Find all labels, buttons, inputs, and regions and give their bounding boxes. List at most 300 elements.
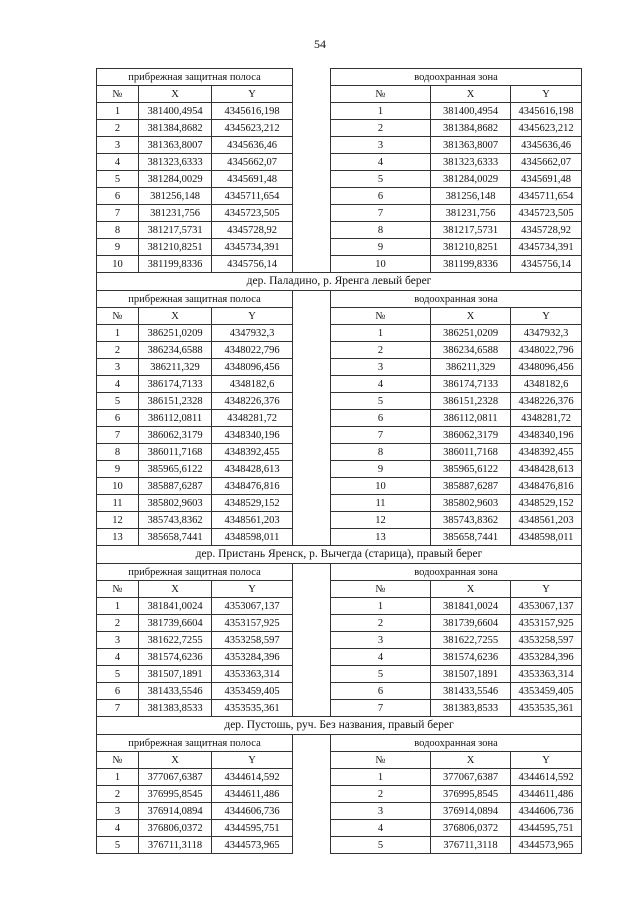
row-number: 1 [97, 325, 139, 342]
water-x-value: 381256,148 [431, 188, 511, 205]
section-caption: дер. Пустошь, руч. Без названия, правый берег [97, 717, 582, 735]
water-x-value: 381284,0029 [431, 171, 511, 188]
coastal-x-value: 386011,7168 [139, 444, 212, 461]
water-y-value: 4353535,361 [511, 700, 582, 717]
coastal-y-value: 4348529,152 [212, 495, 293, 512]
section-caption-row [97, 717, 582, 735]
table-row [97, 171, 582, 188]
coastal-y-value: 4353535,361 [212, 700, 293, 717]
water-y-value: 4345728,92 [511, 222, 582, 239]
table-row [97, 239, 582, 256]
row-number: 4 [331, 820, 431, 837]
table-row [97, 120, 582, 137]
row-number: 3 [97, 359, 139, 376]
num-header: № [331, 581, 431, 598]
column-gap [293, 495, 331, 512]
column-gap [293, 769, 331, 786]
column-gap [293, 735, 331, 752]
coastal-x-value: 381400,4954 [139, 103, 212, 120]
coastal-x-value: 386211,329 [139, 359, 212, 376]
water-y-value: 4345723,505 [511, 205, 582, 222]
x-header: X [431, 86, 511, 103]
row-number: 6 [97, 188, 139, 205]
row-number: 6 [97, 410, 139, 427]
coastal-y-value: 4345723,505 [212, 205, 293, 222]
column-gap [293, 393, 331, 410]
water-y-value: 4345662,07 [511, 154, 582, 171]
table-row [97, 410, 582, 427]
section-caption-row [97, 273, 582, 291]
table-row [97, 512, 582, 529]
coastal-x-value: 381841,0024 [139, 598, 212, 615]
water-zone-header: водоохранная зона [331, 564, 582, 581]
water-x-value: 381433,5546 [431, 683, 511, 700]
water-y-value: 4348392,455 [511, 444, 582, 461]
water-y-value: 4348561,203 [511, 512, 582, 529]
water-x-value: 381574,6236 [431, 649, 511, 666]
column-gap [293, 188, 331, 205]
coastal-y-value: 4348476,816 [212, 478, 293, 495]
column-gap [293, 359, 331, 376]
column-gap [293, 564, 331, 581]
y-header: Y [511, 86, 582, 103]
column-gap [293, 700, 331, 717]
coastal-y-value: 4344595,751 [212, 820, 293, 837]
row-number: 4 [97, 820, 139, 837]
column-gap [293, 752, 331, 769]
coastal-y-value: 4345662,07 [212, 154, 293, 171]
coastal-x-value: 377067,6387 [139, 769, 212, 786]
row-number: 1 [97, 103, 139, 120]
table-row [97, 837, 582, 854]
x-header: X [431, 308, 511, 325]
water-y-value: 4344611,486 [511, 786, 582, 803]
water-zone-header: водоохранная зона [331, 735, 582, 752]
row-number: 11 [331, 495, 431, 512]
coastal-x-value: 381256,148 [139, 188, 212, 205]
table-row [97, 154, 582, 171]
row-number: 1 [97, 598, 139, 615]
column-gap [293, 291, 331, 308]
table-row [97, 820, 582, 837]
column-gap [293, 308, 331, 325]
table-row [97, 342, 582, 359]
table-row [97, 683, 582, 700]
row-number: 3 [331, 632, 431, 649]
row-number: 2 [97, 120, 139, 137]
table-row [97, 803, 582, 820]
water-y-value: 4353157,925 [511, 615, 582, 632]
water-x-value: 381383,8533 [431, 700, 511, 717]
row-number: 13 [97, 529, 139, 546]
row-number: 8 [331, 444, 431, 461]
row-number: 3 [331, 137, 431, 154]
row-number: 5 [331, 393, 431, 410]
table-row [97, 786, 582, 803]
coastal-x-value: 376995,8545 [139, 786, 212, 803]
column-gap [293, 598, 331, 615]
water-x-value: 381507,1891 [431, 666, 511, 683]
row-number: 13 [331, 529, 431, 546]
row-number: 9 [331, 239, 431, 256]
column-gap [293, 410, 331, 427]
table-row [97, 700, 582, 717]
row-number: 9 [97, 239, 139, 256]
coastal-x-value: 381284,0029 [139, 171, 212, 188]
section-caption: дер. Пристань Яренск, р. Вычегда (старица), правый берег [97, 546, 582, 564]
coastal-x-value: 386174,7133 [139, 376, 212, 393]
column-gap [293, 529, 331, 546]
water-x-value: 381199,8336 [431, 256, 511, 273]
table-row [97, 393, 582, 410]
table-row [97, 137, 582, 154]
column-gap [293, 786, 331, 803]
water-y-value: 4345623,212 [511, 120, 582, 137]
column-gap [293, 478, 331, 495]
row-number: 5 [97, 666, 139, 683]
column-header-row [97, 752, 582, 769]
row-number: 2 [331, 615, 431, 632]
num-header: № [331, 308, 431, 325]
zone-header-row [97, 69, 582, 86]
coastal-x-value: 386062,3179 [139, 427, 212, 444]
coastal-y-value: 4353157,925 [212, 615, 293, 632]
row-number: 4 [331, 376, 431, 393]
coastal-y-value: 4345616,198 [212, 103, 293, 120]
coastal-y-value: 4353284,396 [212, 649, 293, 666]
num-header: № [331, 86, 431, 103]
num-header: № [97, 581, 139, 598]
row-number: 2 [97, 615, 139, 632]
coastal-x-value: 381433,5546 [139, 683, 212, 700]
x-header: X [139, 308, 212, 325]
water-x-value: 381384,8682 [431, 120, 511, 137]
table-row [97, 529, 582, 546]
row-number: 3 [97, 803, 139, 820]
column-gap [293, 69, 331, 86]
zone-header-row [97, 735, 582, 752]
coastal-y-value: 4345756,14 [212, 256, 293, 273]
water-y-value: 4345711,654 [511, 188, 582, 205]
table-row [97, 598, 582, 615]
water-x-value: 386062,3179 [431, 427, 511, 444]
x-header: X [139, 581, 212, 598]
table-row [97, 256, 582, 273]
column-gap [293, 649, 331, 666]
coastal-x-value: 385965,6122 [139, 461, 212, 478]
water-y-value: 4348096,456 [511, 359, 582, 376]
coastal-x-value: 381383,8533 [139, 700, 212, 717]
table-row [97, 188, 582, 205]
y-header: Y [212, 752, 293, 769]
water-x-value: 376914,0894 [431, 803, 511, 820]
water-y-value: 4353258,597 [511, 632, 582, 649]
row-number: 10 [97, 256, 139, 273]
column-header-row [97, 308, 582, 325]
row-number: 4 [97, 154, 139, 171]
water-x-value: 381400,4954 [431, 103, 511, 120]
row-number: 1 [331, 769, 431, 786]
row-number: 2 [331, 120, 431, 137]
coastal-x-value: 381210,8251 [139, 239, 212, 256]
row-number: 10 [331, 478, 431, 495]
water-x-value: 386211,329 [431, 359, 511, 376]
column-gap [293, 615, 331, 632]
water-x-value: 385802,9603 [431, 495, 511, 512]
zone-header-row [97, 291, 582, 308]
coastal-x-value: 376806,0372 [139, 820, 212, 837]
water-y-value: 4353459,405 [511, 683, 582, 700]
water-y-value: 4345734,391 [511, 239, 582, 256]
coastal-y-value: 4353363,314 [212, 666, 293, 683]
row-number: 4 [97, 376, 139, 393]
water-x-value: 386234,6588 [431, 342, 511, 359]
coastal-y-value: 4345728,92 [212, 222, 293, 239]
row-number: 5 [331, 837, 431, 854]
row-number: 7 [331, 427, 431, 444]
column-gap [293, 137, 331, 154]
water-x-value: 381363,8007 [431, 137, 511, 154]
water-x-value: 381210,8251 [431, 239, 511, 256]
water-y-value: 4345756,14 [511, 256, 582, 273]
column-gap [293, 837, 331, 854]
water-y-value: 4344595,751 [511, 820, 582, 837]
row-number: 6 [331, 410, 431, 427]
coastal-y-value: 4344573,965 [212, 837, 293, 854]
row-number: 5 [97, 171, 139, 188]
coastal-x-value: 386251,0209 [139, 325, 212, 342]
column-gap [293, 461, 331, 478]
coastal-y-value: 4353258,597 [212, 632, 293, 649]
column-gap [293, 803, 331, 820]
coastal-y-value: 4347932,3 [212, 325, 293, 342]
row-number: 2 [331, 342, 431, 359]
y-header: Y [511, 581, 582, 598]
column-gap [293, 444, 331, 461]
coastal-y-value: 4345711,654 [212, 188, 293, 205]
coastal-y-value: 4348226,376 [212, 393, 293, 410]
water-y-value: 4348281,72 [511, 410, 582, 427]
row-number: 5 [331, 171, 431, 188]
water-y-value: 4344614,592 [511, 769, 582, 786]
water-x-value: 381739,6604 [431, 615, 511, 632]
row-number: 12 [331, 512, 431, 529]
row-number: 2 [97, 786, 139, 803]
row-number: 11 [97, 495, 139, 512]
water-x-value: 385887,6287 [431, 478, 511, 495]
row-number: 7 [331, 700, 431, 717]
column-gap [293, 342, 331, 359]
row-number: 1 [331, 598, 431, 615]
row-number: 3 [331, 803, 431, 820]
coastal-x-value: 385743,8362 [139, 512, 212, 529]
table-row [97, 769, 582, 786]
coastal-y-value: 4345636,46 [212, 137, 293, 154]
water-y-value: 4348428,613 [511, 461, 582, 478]
water-y-value: 4348182,6 [511, 376, 582, 393]
water-y-value: 4353363,314 [511, 666, 582, 683]
water-zone-header: водоохранная зона [331, 291, 582, 308]
column-gap [293, 512, 331, 529]
water-y-value: 4348226,376 [511, 393, 582, 410]
column-gap [293, 171, 331, 188]
water-x-value: 381841,0024 [431, 598, 511, 615]
coastal-y-value: 4348598,011 [212, 529, 293, 546]
column-gap [293, 683, 331, 700]
page-number: 54 [314, 37, 326, 51]
table-row [97, 495, 582, 512]
water-y-value: 4347932,3 [511, 325, 582, 342]
table-row [97, 205, 582, 222]
y-header: Y [212, 581, 293, 598]
row-number: 3 [97, 632, 139, 649]
coastal-x-value: 381622,7255 [139, 632, 212, 649]
table-body [97, 69, 582, 854]
x-header: X [431, 581, 511, 598]
table-row [97, 461, 582, 478]
column-gap [293, 222, 331, 239]
water-x-value: 376711,3118 [431, 837, 511, 854]
row-number: 3 [97, 137, 139, 154]
row-number: 6 [331, 188, 431, 205]
zone-header-row [97, 564, 582, 581]
table-row [97, 222, 582, 239]
section-caption: дер. Паладино, р. Яренга левый берег [97, 273, 582, 291]
x-header: X [431, 752, 511, 769]
table-row [97, 666, 582, 683]
coastal-y-value: 4353067,137 [212, 598, 293, 615]
column-gap [293, 427, 331, 444]
coastal-x-value: 381384,8682 [139, 120, 212, 137]
row-number: 1 [331, 103, 431, 120]
y-header: Y [212, 86, 293, 103]
row-number: 1 [331, 325, 431, 342]
coastal-y-value: 4353459,405 [212, 683, 293, 700]
water-x-value: 376995,8545 [431, 786, 511, 803]
coastal-y-value: 4348096,456 [212, 359, 293, 376]
water-x-value: 386151,2328 [431, 393, 511, 410]
water-x-value: 385743,8362 [431, 512, 511, 529]
water-y-value: 4344606,736 [511, 803, 582, 820]
coastal-zone-header: прибрежная защитная полоса [97, 291, 293, 308]
column-gap [293, 86, 331, 103]
num-header: № [97, 86, 139, 103]
table-row [97, 632, 582, 649]
table-row [97, 325, 582, 342]
water-y-value: 4348476,816 [511, 478, 582, 495]
row-number: 7 [97, 205, 139, 222]
row-number: 5 [331, 666, 431, 683]
water-y-value: 4345616,198 [511, 103, 582, 120]
row-number: 4 [331, 649, 431, 666]
water-y-value: 4348022,796 [511, 342, 582, 359]
coastal-y-value: 4344611,486 [212, 786, 293, 803]
water-x-value: 386174,7133 [431, 376, 511, 393]
coastal-x-value: 376914,0894 [139, 803, 212, 820]
coastal-x-value: 381199,8336 [139, 256, 212, 273]
table-row [97, 359, 582, 376]
row-number: 1 [97, 769, 139, 786]
coastal-y-value: 4348561,203 [212, 512, 293, 529]
row-number: 4 [331, 154, 431, 171]
coastal-y-value: 4348022,796 [212, 342, 293, 359]
column-gap [293, 581, 331, 598]
column-gap [293, 666, 331, 683]
y-header: Y [212, 308, 293, 325]
row-number: 2 [97, 342, 139, 359]
coastal-y-value: 4348340,196 [212, 427, 293, 444]
coastal-zone-header: прибрежная защитная полоса [97, 735, 293, 752]
coastal-zone-header: прибрежная защитная полоса [97, 69, 293, 86]
coastal-zone-header: прибрежная защитная полоса [97, 564, 293, 581]
row-number: 8 [97, 444, 139, 461]
row-number: 5 [97, 837, 139, 854]
row-number: 9 [331, 461, 431, 478]
column-gap [293, 103, 331, 120]
row-number: 6 [97, 683, 139, 700]
coastal-x-value: 385887,6287 [139, 478, 212, 495]
num-header: № [331, 752, 431, 769]
coastal-x-value: 385802,9603 [139, 495, 212, 512]
column-gap [293, 256, 331, 273]
water-x-value: 381323,6333 [431, 154, 511, 171]
coastal-y-value: 4345691,48 [212, 171, 293, 188]
column-gap [293, 120, 331, 137]
water-y-value: 4345636,46 [511, 137, 582, 154]
section-caption-row [97, 546, 582, 564]
coastal-x-value: 376711,3118 [139, 837, 212, 854]
water-y-value: 4345691,48 [511, 171, 582, 188]
water-x-value: 386112,0811 [431, 410, 511, 427]
column-gap [293, 376, 331, 393]
num-header: № [97, 308, 139, 325]
water-y-value: 4348529,152 [511, 495, 582, 512]
table-row [97, 444, 582, 461]
water-x-value: 381217,5731 [431, 222, 511, 239]
water-x-value: 386251,0209 [431, 325, 511, 342]
water-x-value: 376806,0372 [431, 820, 511, 837]
coastal-y-value: 4348428,613 [212, 461, 293, 478]
water-x-value: 386011,7168 [431, 444, 511, 461]
coastal-x-value: 381363,8007 [139, 137, 212, 154]
coastal-x-value: 381574,6236 [139, 649, 212, 666]
coastal-x-value: 386151,2328 [139, 393, 212, 410]
column-header-row [97, 86, 582, 103]
coordinates-table [96, 68, 582, 854]
x-header: X [139, 86, 212, 103]
row-number: 8 [97, 222, 139, 239]
row-number: 5 [97, 393, 139, 410]
table-row [97, 103, 582, 120]
row-number: 2 [331, 786, 431, 803]
row-number: 6 [331, 683, 431, 700]
water-x-value: 381622,7255 [431, 632, 511, 649]
row-number: 10 [97, 478, 139, 495]
water-y-value: 4348340,196 [511, 427, 582, 444]
coastal-x-value: 386112,0811 [139, 410, 212, 427]
column-gap [293, 205, 331, 222]
water-y-value: 4344573,965 [511, 837, 582, 854]
water-x-value: 377067,6387 [431, 769, 511, 786]
coastal-x-value: 381217,5731 [139, 222, 212, 239]
x-header: X [139, 752, 212, 769]
table-row [97, 615, 582, 632]
num-header: № [97, 752, 139, 769]
column-gap [293, 632, 331, 649]
water-x-value: 381231,756 [431, 205, 511, 222]
water-x-value: 385658,7441 [431, 529, 511, 546]
row-number: 9 [97, 461, 139, 478]
